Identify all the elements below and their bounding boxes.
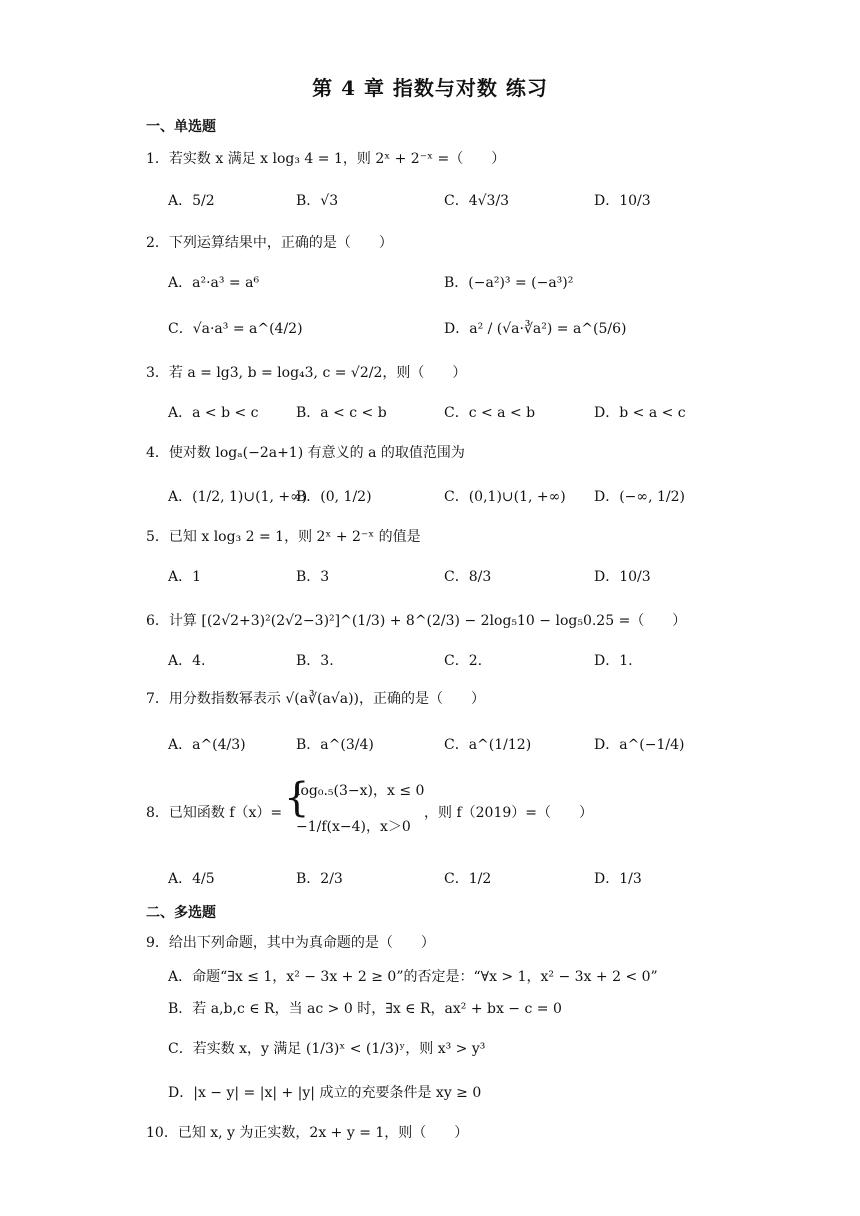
question-5-stem: 5．已知 x log₃ 2 = 1，则 2ˣ + 2⁻ˣ 的值是 [146, 529, 421, 545]
question-9-option-a: A．命题“∃x ≤ 1，x² − 3x + 2 ≥ 0”的否定是：“∀x > 1，x² − 3x + 2 < 0” [168, 969, 658, 985]
question-1-option-b: B．√3 [296, 193, 339, 209]
section-heading-single-choice: 一、单选题 [146, 119, 216, 135]
question-1-option-a: A．5/2 [168, 193, 215, 209]
question-5-option-a: A．1 [168, 569, 202, 585]
question-9-option-c: C．若实数 x，y 满足 (1/3)ˣ < (1/3)ʸ，则 x³ > y³ [168, 1041, 486, 1057]
question-4-option-d: D．(−∞, 1/2) [594, 489, 685, 505]
section-heading-multi-choice: 二、多选题 [146, 905, 216, 921]
question-8-option-a: A．4/5 [168, 871, 215, 887]
question-7-option-a: A．a^(4/3) [168, 737, 246, 753]
question-6-option-d: D．1. [594, 653, 633, 669]
question-1-option-d: D．10/3 [594, 193, 651, 209]
question-1-stem: 1．若实数 x 满足 x log₃ 4 = 1，则 2ˣ + 2⁻ˣ =（ ） [146, 151, 506, 167]
question-8-case-2: −1/f(x−4)，x＞0 [296, 819, 411, 835]
question-4-option-a: A．(1/2, 1)∪(1, +∞) [168, 489, 308, 505]
page-title: 第 4 章 指数与对数 练习 [312, 76, 548, 100]
question-7-stem: 7．用分数指数幂表示 √(a∛(a√a))，正确的是（ ） [146, 691, 486, 707]
question-7-option-d: D．a^(−1/4) [594, 737, 685, 753]
question-9-option-b: B．若 a,b,c ∈ R，当 ac > 0 时，∃x ∈ R，ax² + bx − c = 0 [168, 1001, 562, 1017]
question-3-option-a: A．a < b < c [168, 405, 259, 421]
question-8-option-d: D．1/3 [594, 871, 642, 887]
question-7-option-b: B．a^(3/4) [296, 737, 374, 753]
question-2-stem: 2．下列运算结果中，正确的是（ ） [146, 235, 393, 251]
question-8-stem-left: 8．已知函数 f（x）= [146, 805, 283, 821]
question-3-option-c: C．c < a < b [444, 405, 536, 421]
question-6-option-a: A．4. [168, 653, 206, 669]
question-3-option-d: D．b < a < c [594, 405, 686, 421]
question-2-option-d: D．a² / (√a·∛a²) = a^(5/6) [444, 321, 627, 337]
question-3-stem: 3．若 a = lg3, b = log₄3, c = √2/2，则（ ） [146, 365, 467, 381]
question-4-option-b: B．(0, 1/2) [296, 489, 372, 505]
question-7-option-c: C．a^(1/12) [444, 737, 532, 753]
question-5-option-b: B．3 [296, 569, 330, 585]
question-8-option-b: B．2/3 [296, 871, 343, 887]
question-9-option-d: D．|x − y| = |x| + |y| 成立的充要条件是 xy ≥ 0 [168, 1085, 482, 1101]
question-1-option-c: C．4√3/3 [444, 193, 510, 209]
question-9-stem: 9．给出下列命题，其中为真命题的是（ ） [146, 935, 435, 951]
question-2-option-b: B．(−a²)³ = (−a³)² [444, 275, 574, 291]
question-2-option-c: C．√a·a³ = a^(4/2) [168, 321, 303, 337]
question-6-option-b: B．3. [296, 653, 334, 669]
question-6-option-c: C．2. [444, 653, 483, 669]
question-5-option-d: D．10/3 [594, 569, 651, 585]
question-4-option-c: C．(0,1)∪(1, +∞) [444, 489, 566, 505]
question-2-option-a: A．a²·a³ = a⁶ [168, 275, 260, 291]
question-8-option-c: C．1/2 [444, 871, 492, 887]
question-4-stem: 4．使对数 logₐ(−2a+1) 有意义的 a 的取值范围为 [146, 445, 465, 461]
question-3-option-b: B．a < c < b [296, 405, 387, 421]
question-8-stem-right: ，则 f（2019）=（ ） [424, 805, 593, 821]
question-10-stem: 10．已知 x, y 为正实数，2x + y = 1，则（ ） [146, 1125, 469, 1141]
question-5-option-c: C．8/3 [444, 569, 492, 585]
question-8-case-1: log₀.₅(3−x)，x ≤ 0 [296, 783, 425, 799]
question-6-stem: 6．计算 [(2√2+3)²(2√2−3)²]^(1/3) + 8^(2/3) − 2log₅10 − log₅0.25 =（ ） [146, 613, 687, 629]
piecewise-brace: { [284, 775, 310, 821]
